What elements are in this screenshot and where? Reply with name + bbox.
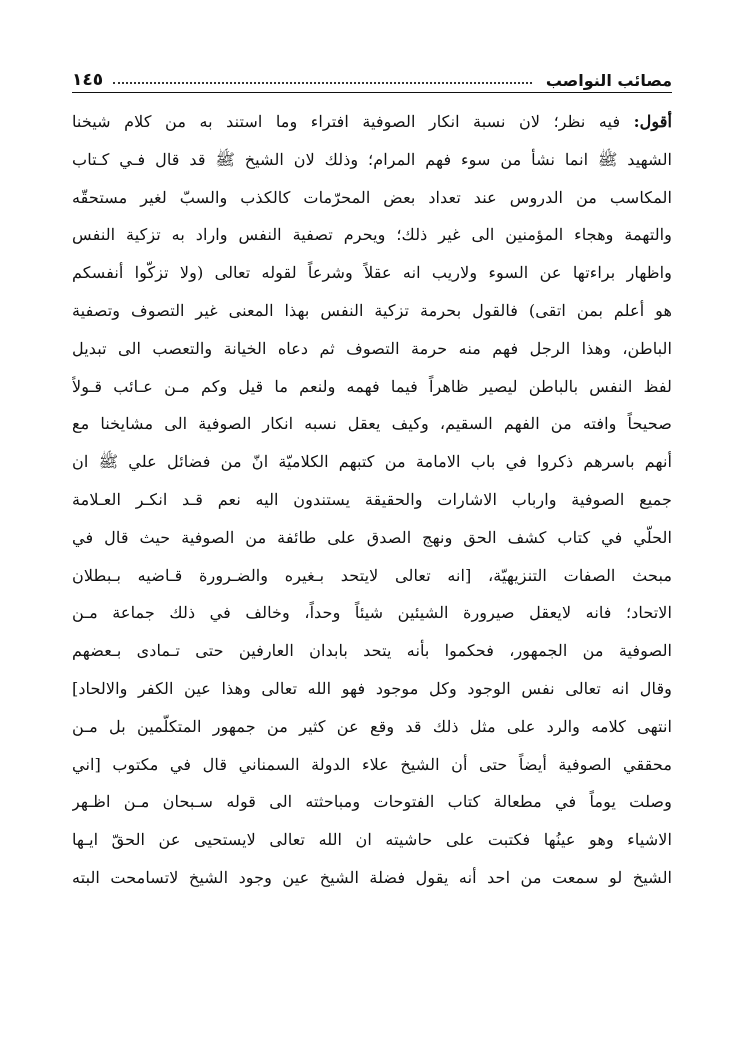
lead-word: أقول:	[633, 112, 672, 131]
text-line-18: محققي الصوفية أيضاً حتى أن الشيخ علاء الدولة السمناني قال في مكتوب [اني	[72, 754, 672, 774]
text-line-8: لفظ النفس بالباطن ليصير ظاهراً فيما فهمه ولنعم ما قيل وكم مـن عـائب قـولاً	[72, 376, 672, 396]
text-line-19: وصلت يوماً في مطعالة كتاب الفتوحات ومباحثته الى قوله سـبحان مـن اظـهر	[72, 792, 672, 812]
text-line-12: الحلّي في كتاب كشف الحق ونهج الصدق على طائفة من الصوفية حيث قال في	[72, 527, 672, 547]
text-line-6: هو أعلم بمن اتقى) فالقول بحرمة تزكية النفس بهذا المعنى غير التصوف وتصفية	[72, 300, 672, 320]
text-line-17: انتهى كلامه والرد على مثل ذلك قد وقع عن كثير من جمهور المتكلّمين بل مـن	[72, 716, 672, 736]
text-line-1-content: فيه نظر؛ لان نسبة انكار الصوفية افتراء وما استند به من كلام شيخنا	[72, 112, 621, 131]
text-line-9: صحيحاً وافته من الفهم السقيم، وكيف يعقل نسبه انكار الصوفية الى مشايخنا مع	[72, 414, 672, 434]
text-line-20: الاشياء وهو عينُها فكتبت على حاشيته ان الله تعالى لايستحيى عن الحقّ ايـها	[72, 830, 672, 850]
text-line-4: والتهمة وهجاء المؤمنين الى غير ذلك؛ ويحرم تصفية النفس واراد به تزكية النفس	[72, 225, 672, 245]
text-line-1	[72, 103, 672, 141]
text-line-2: الشهيد ﷺ انما نشأ من سوء فهم المرام؛ وذلك لان الشيخ ﷺ قد قال فـي كـتاب	[72, 149, 672, 169]
text-line-16: وقال انه تعالى نفس الوجود وكل موجود فهو الله تعالى وهذا عين الكفر والالحاد]	[72, 678, 672, 698]
text-line-3: المكاسب من الدروس عند تعداد بعض المحرّمات كالكذب والسبّ لغير مستحقّه	[72, 187, 672, 207]
header-dot-leader	[113, 82, 532, 84]
header-title: مصائب النواصب	[545, 71, 672, 90]
page-number: ١٤٥	[72, 70, 104, 90]
text-line-7: الباطن، وهذا الرجل فهم منه حرمة التصوف ثم دعاه الخيانة والتعصب الى تبديل	[72, 338, 672, 358]
body-text	[72, 103, 672, 897]
running-header	[72, 60, 672, 93]
document-page	[72, 60, 672, 1000]
text-line-5: واظهار براءتها عن السوء ولاريب انه عقلاً وشرعاً لقوله تعالى (ولا تزكّوا أنفسكم	[72, 263, 672, 283]
text-line-13: مبحث الصفات التنزيهيّة، [انه تعالى لايتحد بـغيره والضـرورة قـاضيه بـبطلان	[72, 565, 672, 585]
text-line-15: الصوفية من الجمهور، فحكموا بأنه يتحد بابدان العارفين حتى تـمادى بـعضهم	[72, 641, 672, 661]
text-line-21: الشيخ لو سمعت من احد أنه يقول فضلة الشيخ عين وجود الشيخ لاتسامحت البته	[72, 867, 672, 887]
text-line-11: جميع الصوفية وارباب الاشارات والحقيقة يستندون اليه نعم قـد انكـر العـلامة	[72, 489, 672, 509]
text-line-10: أنهم باسرهم ذكروا في باب الامامة من كتبهم الكلاميّة انّ من فضائل علي ﷺ ان	[72, 452, 672, 472]
text-line-14: الاتحاد؛ فانه لايعقل صيرورة الشيئين شيئاً وحداً، وخالف في ذلك جماعة مـن	[72, 603, 672, 623]
